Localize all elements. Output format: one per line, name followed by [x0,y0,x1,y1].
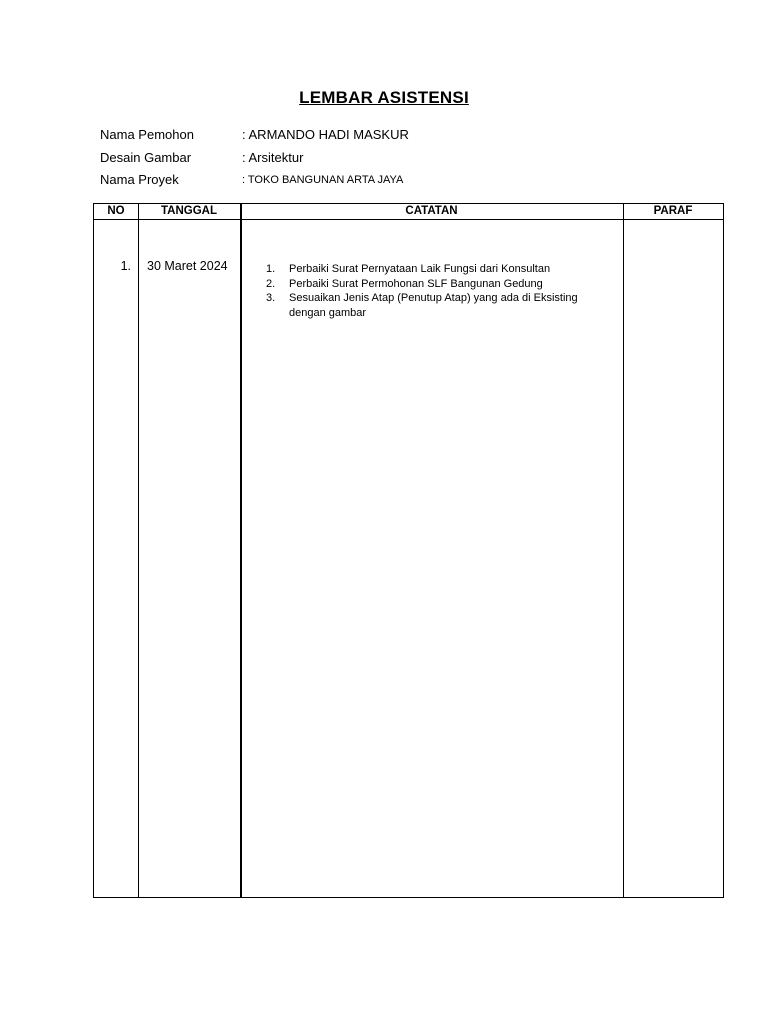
info-label: Nama Pemohon [100,127,194,142]
assistance-table [93,203,724,898]
list-item [266,277,611,292]
list-item [266,262,611,277]
notes-list [266,262,611,320]
info-value: : Arsitektur [242,150,304,165]
list-item-number: 1. [266,263,276,275]
info-label: Desain Gambar [100,150,192,165]
list-item-number: 3. [266,292,276,304]
list-item-text: Perbaiki Surat Pernyataan Laik Fungsi dari Konsultan [289,263,551,275]
column-header-no: NO [107,205,125,217]
column-header-paraf: PARAF [653,205,693,217]
document-title: LEMBAR ASISTENSI [299,88,469,107]
table-header-row [94,204,723,220]
list-item-text: Perbaiki Surat Permohonan SLF Bangunan Gedung [289,277,543,290]
column-divider [623,204,624,897]
table-cell-no: 1. [120,259,131,273]
list-item-text: Sesuaikan Jenis Atap (Penutup Atap) yang ada di Eksisting dengan gambar [289,292,578,319]
info-value: : TOKO BANGUNAN ARTA JAYA [242,174,404,186]
column-header-catatan: CATATAN [405,205,458,217]
list-item [266,291,611,320]
column-divider [138,204,139,897]
info-label: Nama Proyek [100,172,179,187]
info-value: : ARMANDO HADI MASKUR [242,127,409,142]
column-header-tanggal: TANGGAL [160,205,217,217]
list-item-number: 2. [266,277,276,290]
column-divider [240,204,242,897]
table-cell-tanggal: 30 Maret 2024 [147,259,228,273]
